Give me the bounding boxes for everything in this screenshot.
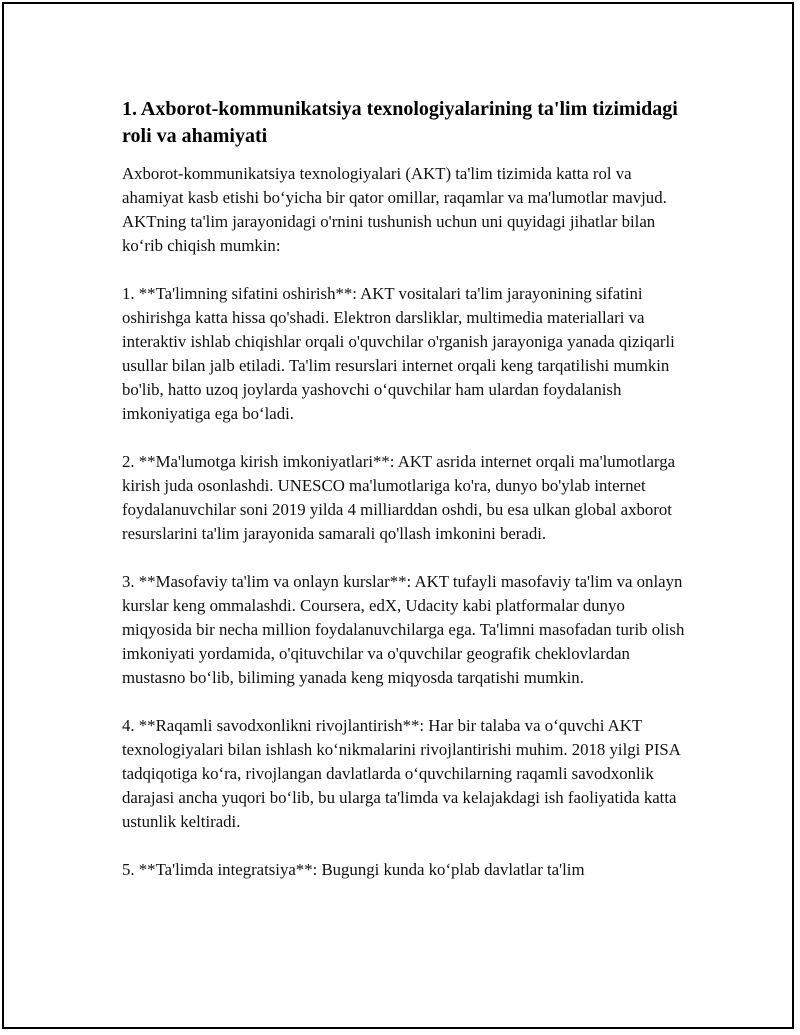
list-item-1: 1. **Ta'limning sifatini oshirish**: AKT vositalari ta'lim jarayonining sifatini oshirishga katta hissa qo'shadi. Elektron darsliklar, multimedia materiallari va interaktiv ishlab chiqishlar orqali o'quvchilar o'rganish jarayoniga yanada qiziqarli usullar bilan jalb etiladi. Ta'lim resurslari internet orqali keng tarqatilishi mumkin bo'lib, hatto uzoq joylarda yashovchi o‘quvchilar ham ulardan foydalanish imkoniyatiga ega bo‘ladi. bbox=[122, 284, 675, 423]
page-frame bbox=[2, 2, 794, 1029]
list-item-2: 2. **Ma'lumotga kirish imkoniyatlari**: AKT asrida internet orqali ma'lumotlarga kirish juda osonlashdi. UNESCO ma'lumotlariga ko'ra, dunyo bo'ylab internet foydalanuvchilar soni 2019 yilda 4 milliarddan oshdi, bu esa ulkan global axborot resurslarini ta'lim jarayonida samarali qo'llash imkonini beradi. bbox=[122, 452, 676, 543]
list-item-5: 5. **Ta'limda integratsiya**: Bugungi kunda ko‘plab davlatlar ta'lim bbox=[122, 860, 585, 879]
document-body bbox=[122, 96, 692, 906]
intro-paragraph: Axborot-kommunikatsiya texnologiyalari (AKT) ta'lim tizimida katta rol va ahamiyat kasb etishi bo‘yicha bir qator omillar, raqamlar va ma'lumotlar mavjud. AKTning ta'lim jarayonidagi o'rnini tushunish uchun uni quyidagi jihatlar bilan ko‘rib chiqish mumkin: bbox=[122, 164, 667, 255]
document-title: 1. Axborot-kommunikatsiya texnologiyalarining ta'lim tizimidagi roli va ahamiyati bbox=[122, 98, 678, 147]
list-item-3: 3. **Masofaviy ta'lim va onlayn kurslar**: AKT tufayli masofaviy ta'lim va onlayn kurslar keng ommalashdi. Coursera, edX, Udacity kabi platformalar dunyo miqyosida bir necha million foydalanuvchilarga ega. Ta'limni masofadan turib olish imkoniyati yordamida, o'qituvchilar va o'quvchilar geografik cheklovlardan mustasno bo‘lib, biliming yanada keng miqyosda tarqatishi mumkin. bbox=[122, 572, 685, 687]
list-item-4: 4. **Raqamli savodxonlikni rivojlantirish**: Har bir talaba va o‘quvchi AKT texnologiyalari bilan ishlash ko‘nikmalarini rivojlantirishi muhim. 2018 yilgi PISA tadqiqotiga ko‘ra, rivojlangan davlatlarda o‘quvchilarning raqamli savodxonlik darajasi ancha yuqori bo‘lib, bu ularga ta'limda va kelajakdagi ish faoliyatida katta ustunlik keltiradi. bbox=[122, 716, 680, 831]
